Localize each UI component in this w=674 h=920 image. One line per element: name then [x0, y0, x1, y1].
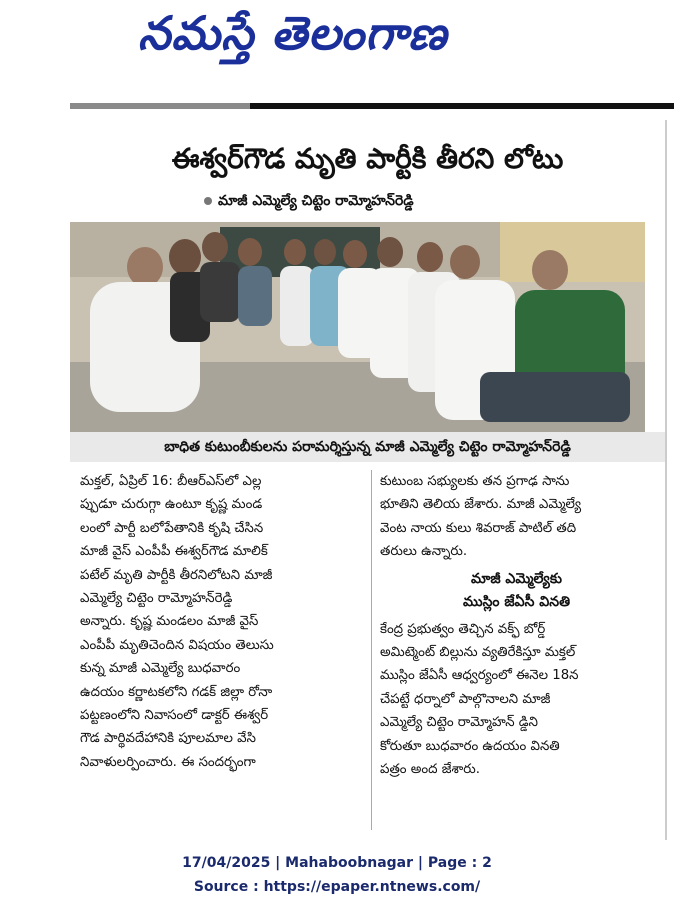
article-line: తరులు ఉన్నారు. [380, 544, 468, 560]
article-line: అమిట్మెంట్‌ బిల్లును వ్యతిరేకిస్తూ మక్తల్‌ [380, 645, 576, 661]
article-line: పట్టణంలోని నివాసంలో డాక్టర్‌ ఈశ్వర్‌ [80, 708, 269, 724]
article-line: చేపట్టే ధర్నాలో పాల్గొనాలని మాజీ [380, 691, 551, 707]
article-headline: ఈశ్వర్‌గౌడ మృతి పార్టీకి తీరని లోటు [171, 142, 564, 175]
footer-date-edition: 17/04/2025 | Mahaboobnagar | Page : 2 [182, 855, 492, 871]
subheading-line: ముస్లిం జేఏసీ వినతి [462, 593, 571, 610]
article-line: ఉదయం కర్ణాటకలోని గడక్‌ జిల్లా రోనా [80, 684, 273, 700]
article-line: మాజీ వైస్‌ ఎంపీపీ ఈశ్వర్‌గౌడ మాలిక్‌ [80, 544, 268, 560]
page-edge-divider [665, 120, 667, 840]
article-line: ముస్లిం జేఏసీ ఆధ్వర్యంలో ఈనెల 18న [380, 668, 579, 684]
article-line: ఎమ్మెల్యే చిట్టెం రామ్మోహన్ డ్డిని [380, 715, 538, 731]
article-line: గౌడ పార్థివదేహానికి పూలమాల వేసి [80, 731, 256, 747]
article-line: అన్నారు. కృష్ణ మండలం మాజీ వైస్‌ [80, 614, 259, 630]
footer-source: Source : https://epaper.ntnews.com/ [193, 879, 481, 895]
header-rule-black [250, 103, 674, 109]
article-line: కుటుంబ సభ్యులకు తన ప్రగాఢ సాను [380, 474, 570, 489]
photo-caption: బాధిత కుటుంబీకులను పరామర్శిస్తున్న మాజీ ఎమ్మెల్యే చిట్టెం రామ్మోహన్‌రెడ్డి [70, 432, 665, 462]
article-subheading [380, 568, 653, 614]
article-line: కేంద్ర ప్రభుత్వం తెచ్చిన వక్ఫ్‌ బోర్డ్‌ [380, 621, 546, 637]
photo-illustration [70, 222, 645, 432]
article-line: లంలో పార్టీ బలోపేతానికి కృషి చేసిన [80, 520, 264, 536]
article-line: మక్తల్‌, ఏప్రిల్‌ 16: బీఆర్‌ఎస్‌లో ఎల్ల [80, 474, 262, 489]
bullet-icon [204, 197, 212, 205]
column-divider [371, 470, 372, 830]
article-line: ఎంపీపీ మృతిచెందిన విషయం తెలుసు [80, 637, 274, 653]
news-photo [70, 222, 645, 432]
article-line: నివాళులర్పించారు. ఈ సందర్భంగా [80, 754, 256, 770]
article-line: భూతిని తెలియ జేశారు. మాజీ ఎమ్మెల్యే [380, 497, 582, 513]
article-line: పటేల్‌ మృతి పార్టీకి తీరనిలోటని మాజీ [80, 567, 273, 583]
article-line: కోరుతూ బుధవారం ఉదయం వినతి [380, 738, 560, 754]
article-line: ఎమ్మెల్యే చిట్టెం రామ్మోహన్‌రెడ్డి [80, 591, 233, 607]
byline-text: మాజీ ఎమ్మెల్యే చిట్టెం రామ్మోహన్‌రెడ్డి [218, 193, 414, 209]
masthead-logo: నమస్తే తెలంగాణ [138, 6, 448, 60]
header-rule-grey [70, 103, 250, 109]
article-line: వెంట నాయ కులు శివరాజ్‌ పాటిల్‌ తది [380, 520, 577, 536]
article-column-left [80, 470, 362, 774]
article-line: పత్రం అంద జేశారు. [380, 762, 480, 778]
article-column-right [380, 470, 653, 781]
article-line: కున్న మాజీ ఎమ్మెల్యే బుధవారం [80, 661, 241, 677]
article-byline [204, 193, 414, 212]
subheading-line: మాజీ ఎమ్మెల్యేకు [471, 570, 562, 587]
article-line: ప్పుడూ చురుగ్గా ఉంటూ కృష్ణ మండ [80, 497, 263, 513]
